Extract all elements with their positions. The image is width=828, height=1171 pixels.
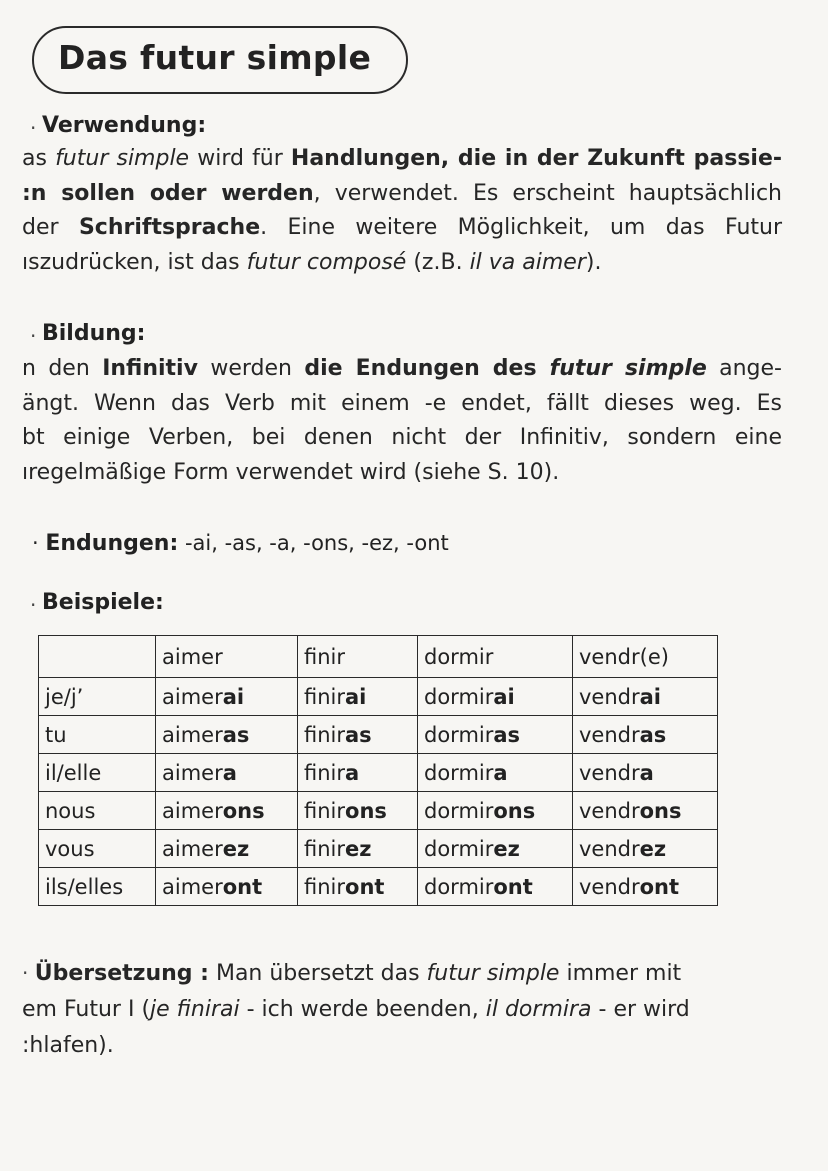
bullet: · xyxy=(30,593,37,617)
conjugation-cell xyxy=(298,716,418,754)
conjugation-cell xyxy=(298,792,418,830)
verb-ending: ont xyxy=(639,874,680,899)
text-run: em Futur I ( xyxy=(22,997,151,1022)
text-line xyxy=(22,387,782,422)
verb-ending: ez xyxy=(222,836,250,861)
conjugation-cell xyxy=(298,678,418,716)
verb-ending: as xyxy=(493,722,521,747)
conjugation-cell xyxy=(573,792,718,830)
text-run: immer mit xyxy=(559,961,682,986)
verb-stem: vendr xyxy=(579,874,640,899)
heading-uebersetzung: Übersetzung : xyxy=(34,961,209,986)
conjugation-cell xyxy=(156,678,298,716)
conjugation-cell xyxy=(573,754,718,792)
verb-ending: a xyxy=(639,760,654,785)
text-run: Infinitiv xyxy=(102,356,198,381)
text-run: ängt. Wenn das Verb mit einem -e endet, fällt dieses weg. Es xyxy=(22,390,782,416)
text-run: Handlungen, die in der Zukunft passie- xyxy=(290,146,783,171)
verb-stem: finir xyxy=(304,836,346,861)
table-row xyxy=(39,754,718,792)
bullet: · xyxy=(30,324,37,348)
verb-stem: dormir xyxy=(424,722,494,747)
table-row xyxy=(39,792,718,830)
text-run: ange- xyxy=(706,356,782,381)
text-run: - ich werde beenden, xyxy=(239,997,486,1022)
conjugation-table xyxy=(38,635,718,906)
text-run: wird für xyxy=(189,146,291,171)
text-run: Man übersetzt das xyxy=(208,961,427,986)
text-run: , verwendet. Es erscheint hauptsächlich xyxy=(313,180,782,206)
text-run: . Eine weitere Möglichkeit, um das Futur xyxy=(260,215,782,240)
conjugation-cell xyxy=(418,754,573,792)
conjugation-cell xyxy=(573,830,718,868)
table-row xyxy=(39,678,718,716)
verb-ending: ons xyxy=(345,798,387,823)
verb-stem: dormir xyxy=(424,684,494,709)
text-run: futur simple xyxy=(426,961,560,986)
pronoun-cell: ils/elles xyxy=(39,868,156,906)
verb-stem: aimer xyxy=(162,684,223,709)
verb-stem: finir xyxy=(304,760,346,785)
verb-header-cell: dormir xyxy=(418,636,573,678)
verb-stem: finir xyxy=(304,874,346,899)
verb-stem: aimer xyxy=(162,836,223,861)
verb-ending: as xyxy=(222,722,250,747)
bullet: · xyxy=(32,531,46,555)
heading-bildung: Bildung: xyxy=(42,321,146,346)
text-run: futur simple xyxy=(55,146,190,171)
conjugation-cell xyxy=(573,678,718,716)
text-run: - er wird xyxy=(591,997,690,1022)
conjugation-cell xyxy=(418,716,573,754)
text-run: futur composé xyxy=(246,249,407,275)
verb-ending: ont xyxy=(222,874,263,899)
verb-ending: ai xyxy=(639,684,661,709)
text-line xyxy=(22,211,782,246)
bullet: · xyxy=(30,116,37,140)
verb-stem: vendr xyxy=(579,684,640,709)
verb-stem: aimer xyxy=(162,874,223,899)
verb-stem: dormir xyxy=(424,760,494,785)
verb-ending: ons xyxy=(222,798,265,823)
verb-ending: ont xyxy=(493,874,533,899)
verb-stem: vendr xyxy=(579,836,640,861)
conjugation-cell xyxy=(418,792,573,830)
conjugation-cell xyxy=(156,754,298,792)
verb-ending: ez xyxy=(639,836,667,861)
verb-ending: ons xyxy=(639,798,682,823)
text-run: Schriftsprache xyxy=(78,215,261,240)
verb-ending: ez xyxy=(493,836,520,861)
verb-ending: a xyxy=(345,760,360,785)
verb-header-cell: finir xyxy=(298,636,418,678)
conjugation-cell xyxy=(573,716,718,754)
verb-ending: ons xyxy=(493,798,536,823)
verb-ending: a xyxy=(222,760,237,785)
conjugation-cell xyxy=(418,678,573,716)
verb-stem: vendr xyxy=(579,798,640,823)
pronoun-cell: tu xyxy=(39,716,156,754)
verb-ending: ai xyxy=(493,684,515,709)
text-run: (z.B. xyxy=(406,249,470,275)
verb-stem: vendr xyxy=(579,760,640,785)
text-line xyxy=(22,142,782,177)
text-run: bt einige Verben, bei denen nicht der Infinitiv, sondern eine xyxy=(22,425,782,450)
verb-ending: as xyxy=(345,722,372,747)
verb-stem: aimer xyxy=(162,760,223,785)
table-header-row xyxy=(39,636,718,678)
text-line xyxy=(22,177,782,212)
verb-stem: vendr xyxy=(579,722,640,747)
heading-verwendung: Verwendung: xyxy=(42,113,207,138)
text-line xyxy=(22,246,782,281)
text-run: il dormira xyxy=(485,997,592,1022)
text-run: as xyxy=(22,146,56,171)
conjugation-cell xyxy=(156,716,298,754)
text-run: n den xyxy=(22,356,103,381)
text-run: :hlafen). xyxy=(22,1033,114,1058)
verb-stem: dormir xyxy=(424,874,494,899)
table-corner-cell xyxy=(39,636,156,678)
paragraph-verwendung xyxy=(22,142,782,280)
verb-stem: aimer xyxy=(162,798,223,823)
text-run: ıszudrücken, ist das xyxy=(22,249,247,275)
verb-header-cell: vendr(e) xyxy=(573,636,718,678)
text-run: je finirai xyxy=(150,997,240,1022)
conjugation-cell xyxy=(298,830,418,868)
text-run: die Endungen des xyxy=(304,356,550,381)
conjugation-cell xyxy=(298,868,418,906)
text-line xyxy=(22,352,782,387)
verb-ending: ez xyxy=(345,836,372,861)
pronoun-cell: il/elle xyxy=(39,754,156,792)
conjugation-cell xyxy=(298,754,418,792)
text-run: :n sollen oder werden xyxy=(22,180,314,206)
verb-stem: aimer xyxy=(162,722,223,747)
text-run: il va aimer xyxy=(469,249,586,275)
paragraph-bildung xyxy=(22,352,782,490)
conjugation-cell xyxy=(156,868,298,906)
verb-ending: as xyxy=(639,722,667,747)
text-run: der xyxy=(22,215,79,240)
table-row xyxy=(39,716,718,754)
table-row xyxy=(39,830,718,868)
verb-header-cell: aimer xyxy=(156,636,298,678)
text-run: futur simple xyxy=(549,356,707,381)
text-run: ). xyxy=(585,249,602,275)
text-line xyxy=(22,421,782,456)
verb-stem: dormir xyxy=(424,798,494,823)
endings-text: -ai, -as, -a, -ons, -ez, -ont xyxy=(178,531,449,555)
paragraph-uebersetzung xyxy=(22,955,752,1064)
text-line xyxy=(22,456,782,491)
table-row xyxy=(39,868,718,906)
conjugation-cell xyxy=(156,830,298,868)
page-title: Das futur simple xyxy=(58,38,372,77)
verb-stem: finir xyxy=(304,684,346,709)
conjugation-cell xyxy=(156,792,298,830)
verb-ending: ai xyxy=(345,684,367,709)
verb-stem: dormir xyxy=(424,836,494,861)
text-run: werden xyxy=(197,356,305,381)
pronoun-cell: vous xyxy=(39,830,156,868)
pronoun-cell: je/j’ xyxy=(39,678,156,716)
conjugation-cell xyxy=(418,830,573,868)
verb-stem: finir xyxy=(304,798,346,823)
verb-ending: ai xyxy=(222,684,245,709)
verb-ending: a xyxy=(493,760,508,785)
pronoun-cell: nous xyxy=(39,792,156,830)
verb-stem: finir xyxy=(304,722,346,747)
conjugation-cell xyxy=(418,868,573,906)
heading-beispiele: Beispiele: xyxy=(42,590,164,615)
endings-line xyxy=(32,531,449,556)
conjugation-cell xyxy=(573,868,718,906)
bullet: · xyxy=(22,961,35,985)
verb-ending: ont xyxy=(345,874,385,899)
text-run: ıregelmäßige Form verwendet wird (siehe S. 10). xyxy=(22,459,560,485)
heading-endungen: Endungen: xyxy=(45,531,179,556)
